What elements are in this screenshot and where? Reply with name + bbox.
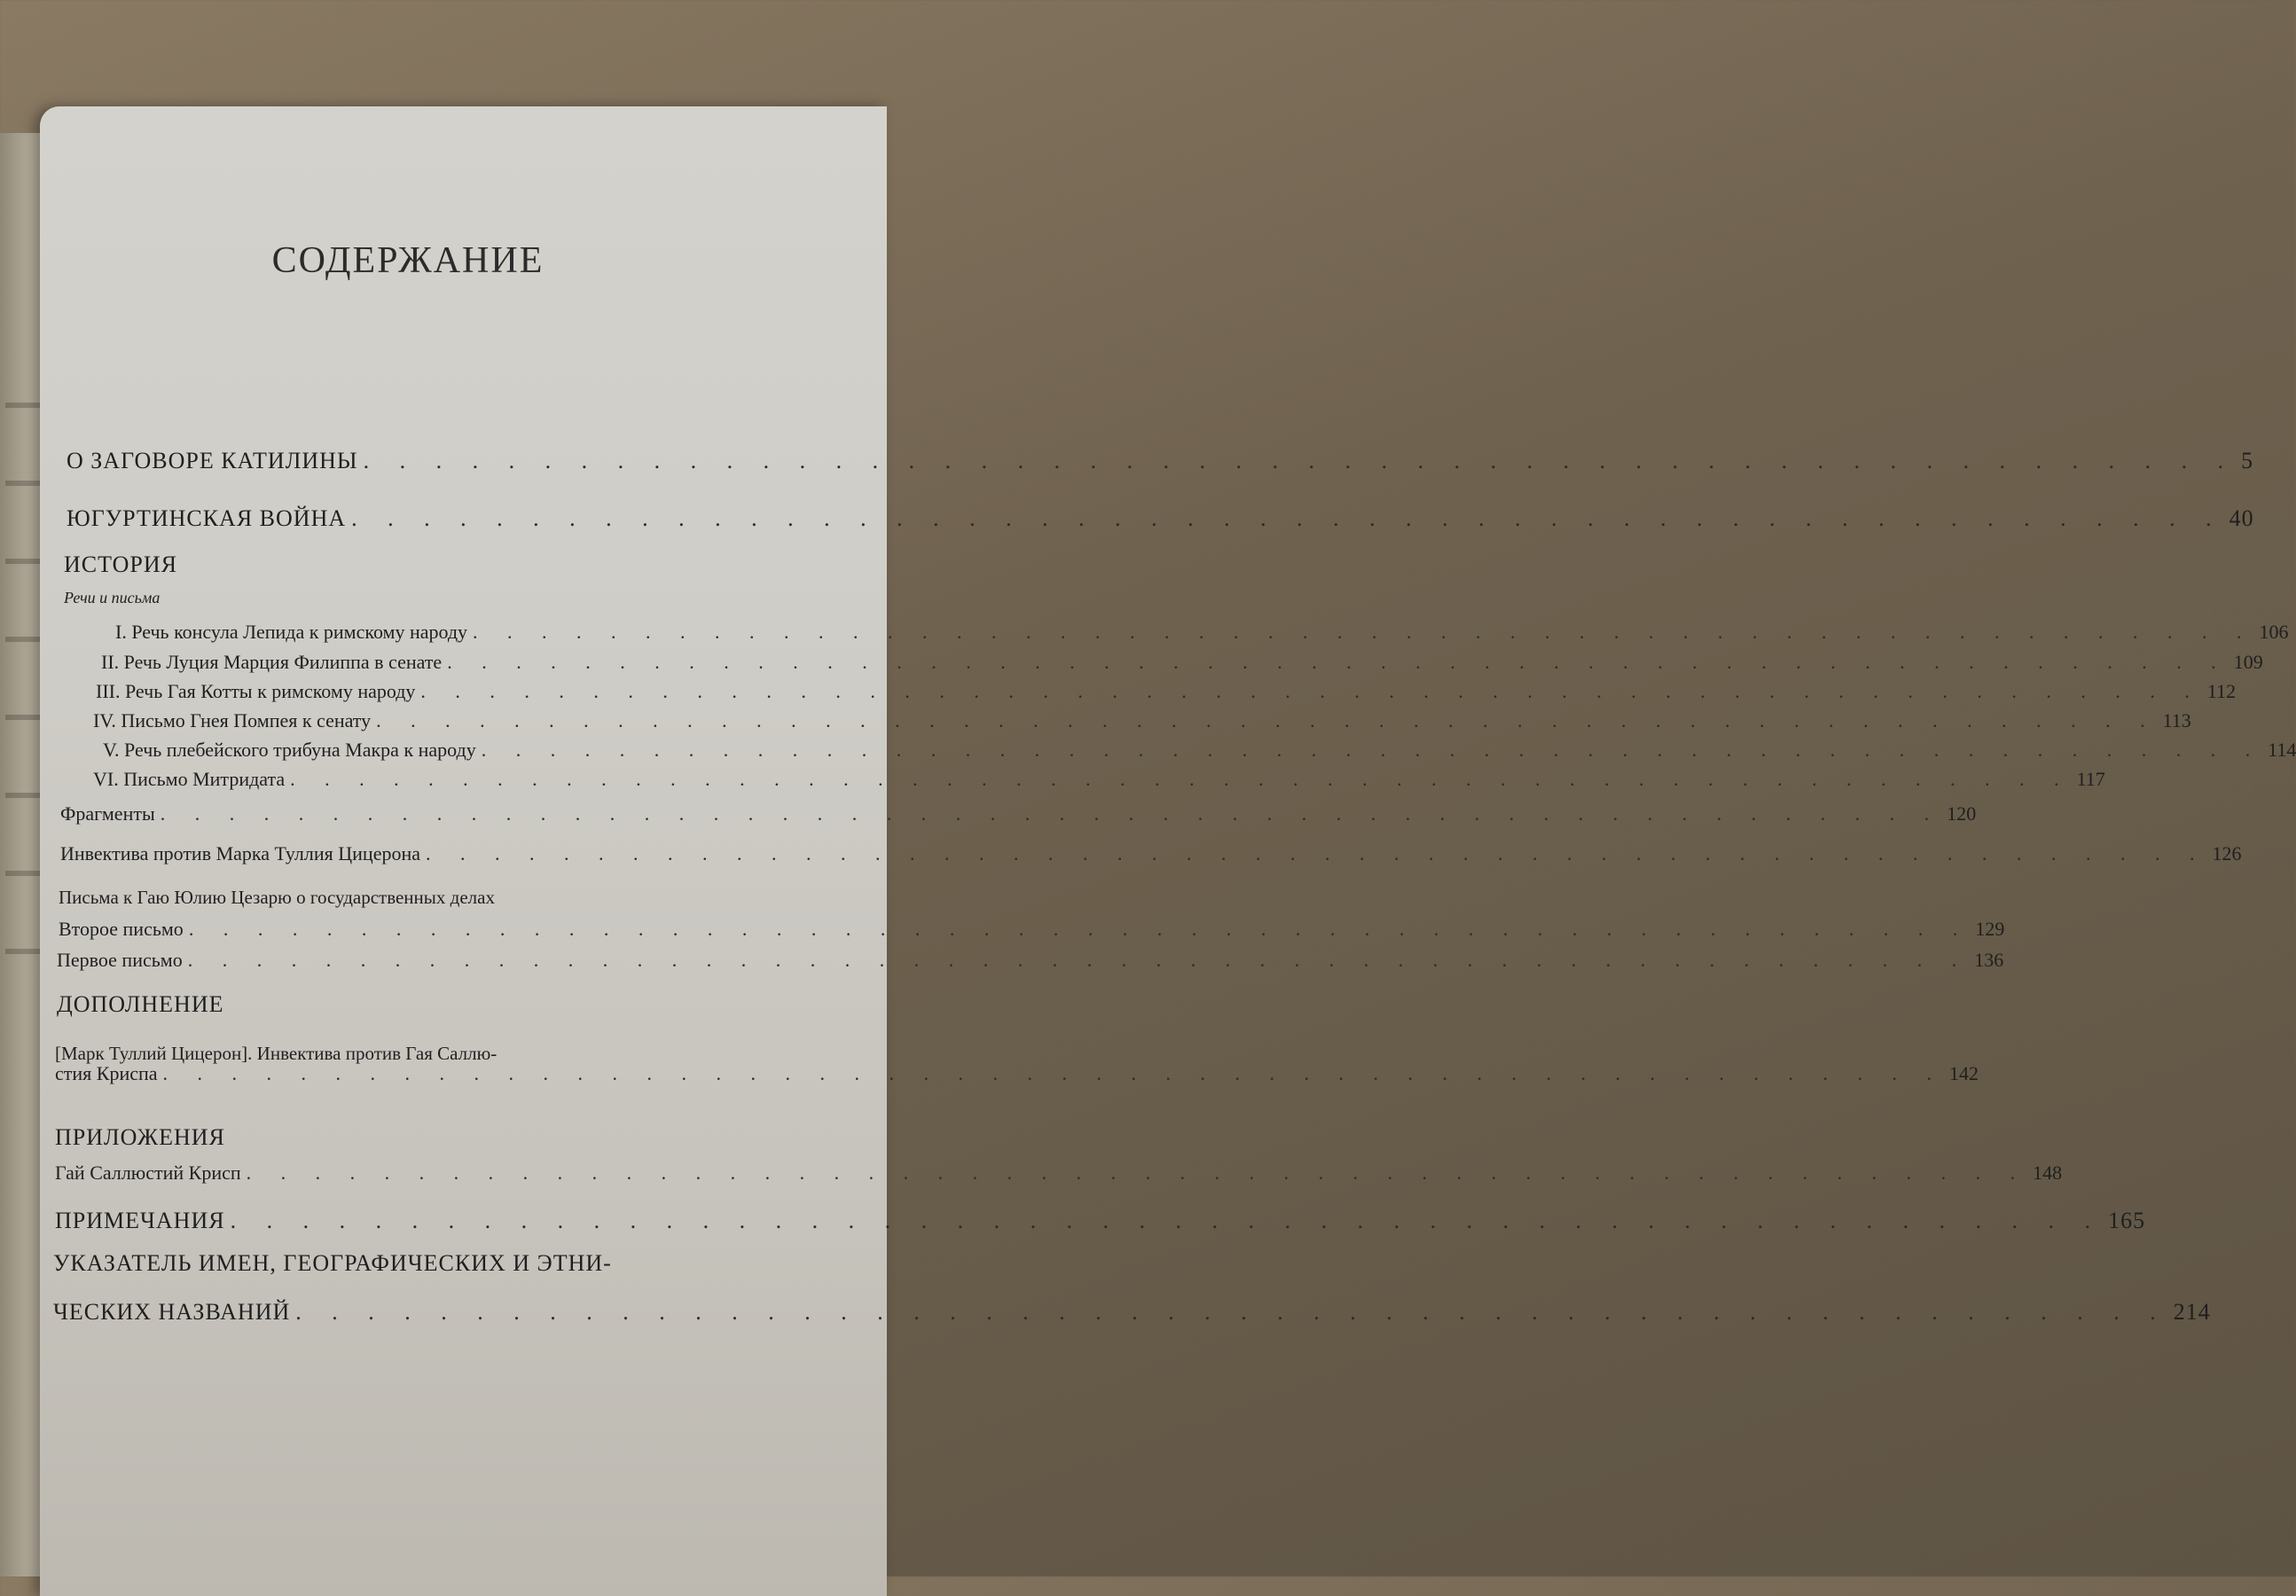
toc-entry-title: II. Речь Луция Марция Филиппа в сенате xyxy=(101,651,443,673)
toc-entry xyxy=(93,768,2105,791)
toc-page-number: 148 xyxy=(2033,1162,2063,1184)
toc-entry xyxy=(67,505,2254,532)
toc-leader: . . . . . . . . . . . . . . . . . . . . . . . . . . . . . . . . . . . . . . . . . . . . . . . . . . . . xyxy=(420,680,2202,702)
toc-entry xyxy=(103,739,2296,762)
toc-leader: . . . . . . . . . . . . . . . . . . . . . . . . . . . . . . . . . . . . . . . . . . . . . . . . . . . . xyxy=(295,1299,2168,1325)
page-title: СОДЕРЖАНИЕ xyxy=(271,240,545,281)
toc-leader: . . . . . . . . . . . . . . . . . . . . . . . . . . . . . . . . . . . . . . . . . . . . . . . . . . . . xyxy=(363,448,2237,473)
toc-page-number: 214 xyxy=(2173,1299,2211,1325)
toc-entry-title: Письма к Гаю Юлию Цезарю о государственных делах xyxy=(59,887,495,908)
toc-leader: . . . . . . . . . . . . . . . . . . . . . . . . . . . . . . . . . . . . . . . . . . . . . . . . . . . . xyxy=(230,1208,2104,1233)
toc-page-number: 142 xyxy=(1949,1062,1979,1084)
toc-page-number: 5 xyxy=(2241,448,2254,473)
toc-entry-title: Второе письмо xyxy=(59,918,184,940)
toc-entry xyxy=(59,918,2005,941)
toc-entry xyxy=(55,1208,2146,1234)
toc-entry-title: ЮГУРТИНСКАЯ ВОЙНА xyxy=(67,505,347,531)
toc-entry-title: УКАЗАТЕЛЬ ИМЕН, ГЕОГРАФИЧЕСКИХ И ЭТНИ- xyxy=(53,1250,612,1276)
toc-page-number: 106 xyxy=(2259,621,2289,643)
toc-page-number: 120 xyxy=(1947,802,1977,825)
toc-page-number: 126 xyxy=(2212,842,2242,864)
toc-entry-title: Инвектива против Марка Туллия Цицерона xyxy=(60,842,421,864)
toc-page-number: 40 xyxy=(2229,505,2254,531)
toc-entry-title: О ЗАГОВОРЕ КАТИЛИНЫ xyxy=(67,448,358,473)
toc-leader: . . . . . . . . . . . . . . . . . . . . . . . . . . . . . . . . . . . . . . . . . . . . . . . . . . . . xyxy=(447,651,2229,673)
toc-page-number: 165 xyxy=(2108,1208,2146,1233)
toc-page-number: 136 xyxy=(1974,949,2004,971)
toc-leader: . . . . . . . . . . . . . . . . . . . . . . . . . . . . . . . . . . . . . . . . . . . . . . . . . . . . xyxy=(162,1062,1945,1084)
toc-entry xyxy=(115,621,2289,644)
toc-subsection-heading: Речи и письма xyxy=(64,589,161,606)
toc-leader: . . . . . . . . . . . . . . . . . . . . . . . . . . . . . . . . . . . . . . . . . . . . . . . . . . . . xyxy=(188,918,1971,940)
toc-entry-title: [Марк Туллий Цицерон]. Инвектива против Гая Саллю- xyxy=(55,1043,498,1064)
toc-leader: . . . . . . . . . . . . . . . . . . . . . . . . . . . . . . . . . . . . . . . . . . . . . . . . . . . . xyxy=(246,1162,2028,1184)
toc-entry-title: ПРИМЕЧАНИЯ xyxy=(55,1208,225,1233)
toc-entry xyxy=(55,1162,2063,1185)
toc-leader: . . . . . . . . . . . . . . . . . . . . . . . . . . . . . . . . . . . . . . . . . . . . . . . . . . . . xyxy=(376,709,2158,732)
toc-entry xyxy=(53,1299,2211,1326)
toc-entry xyxy=(60,802,1977,825)
toc-leader: . . . . . . . . . . . . . . . . . . . . . . . . . . . . . . . . . . . . . . . . . . . . . . . . . . . . xyxy=(426,842,2207,864)
toc-leader: . . . . . . . . . . . . . . . . . . . . . . . . . . . . . . . . . . . . . . . . . . . . . . . . . . . . xyxy=(290,768,2072,790)
toc-entry-title: Фрагменты xyxy=(60,802,155,825)
toc-page-number: 113 xyxy=(2162,709,2191,732)
toc-entry-title: VI. Письмо Митридата xyxy=(93,768,286,790)
toc-entry-title: ЧЕСКИХ НАЗВАНИЙ xyxy=(53,1299,291,1325)
toc-entry xyxy=(101,651,2263,674)
toc-entry-title: IV. Письмо Гнея Помпея к сенату xyxy=(93,709,372,732)
toc-entry-title: Гай Саллюстий Крисп xyxy=(55,1162,241,1184)
toc-leader: . . . . . . . . . . . . . . . . . . . . . . . . . . . . . . . . . . . . . . . . . . . . . . . . . . . . xyxy=(187,949,1970,971)
toc-page-number: 117 xyxy=(2076,768,2105,790)
toc-page-number: 114 xyxy=(2268,739,2296,761)
toc-leader: . . . . . . . . . . . . . . . . . . . . . . . . . . . . . . . . . . . . . . . . . . . . . . . . . . . . xyxy=(160,802,1942,825)
toc-leader: . . . . . . . . . . . . . . . . . . . . . . . . . . . . . . . . . . . . . . . . . . . . . . . . . . . . xyxy=(473,621,2254,643)
toc-page-number: 112 xyxy=(2206,680,2237,702)
toc-section-heading: ДОПОЛНЕНИЕ xyxy=(57,991,224,1017)
toc-section-heading: ПРИЛОЖЕНИЯ xyxy=(55,1124,225,1150)
toc-section-heading: ИСТОРИЯ xyxy=(64,552,178,577)
toc-leader: . . . . . . . . . . . . . . . . . . . . . . . . . . . . . . . . . . . . . . . . . . . . . . . . . . . . xyxy=(481,739,2263,761)
toc-leader: . . . . . . . . . . . . . . . . . . . . . . . . . . . . . . . . . . . . . . . . . . . . . . . . . . . . xyxy=(351,505,2224,531)
toc-entry-title: стия Криспа xyxy=(55,1062,158,1084)
toc-entry xyxy=(60,842,2242,865)
toc-entry-title: V. Речь плебейского трибуна Макра к народу xyxy=(103,739,476,761)
toc-page-number: 109 xyxy=(2233,651,2263,673)
toc-entry-title: Первое письмо xyxy=(57,949,183,971)
toc-entry xyxy=(93,709,2191,732)
toc-page-number: 129 xyxy=(1975,918,2005,940)
toc-entry xyxy=(96,680,2237,703)
toc-entry-title: III. Речь Гая Котты к римскому народу xyxy=(96,680,416,702)
toc-entry xyxy=(57,949,2004,972)
toc-entry xyxy=(67,448,2254,474)
toc-entry-title: I. Речь консула Лепида к римскому народу xyxy=(115,621,468,643)
toc-entry xyxy=(55,1062,1979,1085)
